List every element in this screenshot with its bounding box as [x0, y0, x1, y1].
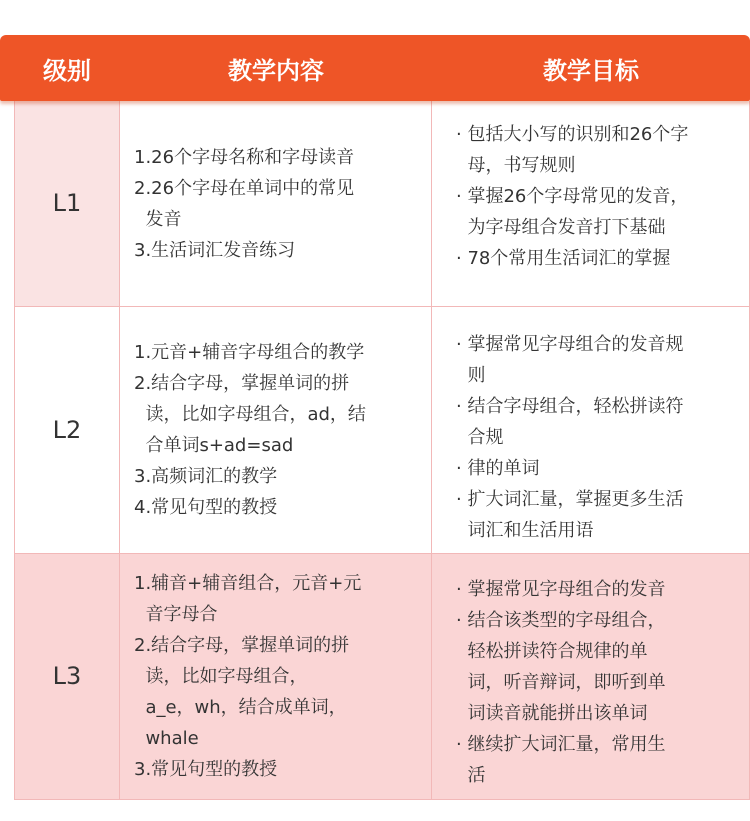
table-header — [0, 35, 750, 101]
goal-line: · 继续扩大词汇量，常用生 — [456, 734, 666, 755]
goal-line: · 掌握常见字母组合的发音 — [456, 579, 666, 600]
header-level: 级别 — [43, 56, 91, 85]
goal-cell — [432, 307, 750, 553]
goal-cell — [432, 554, 750, 799]
content-line: whale — [134, 728, 199, 749]
content-line: 3.生活词汇发音练习 — [134, 239, 296, 261]
goal-line: · 掌握26个字母常见的发音， — [456, 186, 689, 207]
content-cell — [120, 554, 432, 799]
level-cell: L2 — [14, 307, 120, 553]
content-line: 1.26个字母名称和字母读音 — [134, 146, 355, 168]
table-row — [14, 554, 750, 800]
goal-line: 词读音就能拼出该单词 — [456, 703, 648, 724]
content-line: 2.26个字母在单词中的常见 — [134, 177, 355, 199]
header-goal: 教学目标 — [543, 56, 639, 85]
content-line: 合单词s+ad=sad — [134, 435, 294, 456]
table-row — [14, 101, 750, 307]
content-line: 3.高频词汇的教学 — [134, 466, 278, 487]
course-table — [14, 35, 750, 800]
goal-line: 母，书写规则 — [456, 155, 576, 176]
content-line: 发音 — [134, 208, 182, 230]
table-row — [14, 307, 750, 554]
content-line: 2.结合字母，掌握单词的拼 — [134, 635, 350, 656]
content-cell — [120, 307, 432, 553]
content-line: 2.结合字母，掌握单词的拼 — [134, 373, 350, 394]
content-line: 音字母合 — [134, 604, 218, 625]
goal-line: · 扩大词汇量，掌握更多生活 — [456, 489, 684, 510]
goal-line: 合规 — [456, 427, 504, 448]
goal-line: 则 — [456, 365, 486, 386]
goal-line: · 律的单词 — [456, 458, 540, 479]
goal-line: 词，听音辩词，即听到单 — [456, 672, 666, 693]
content-line: 1.元音+辅音字母组合的教学 — [134, 342, 365, 363]
goal-line: · 结合该类型的字母组合， — [456, 610, 666, 631]
content-line: 读，比如字母组合， — [134, 666, 308, 687]
goal-line: 词汇和生活用语 — [456, 520, 594, 541]
content-line: 1.辅音+辅音组合，元音+元 — [134, 573, 362, 594]
goal-line: · 78个常用生活词汇的掌握 — [456, 248, 671, 269]
goal-line: · 结合字母组合，轻松拼读符 — [456, 396, 684, 417]
content-line: a_e，wh，结合成单词， — [134, 697, 347, 718]
content-line: 读，比如字母组合，ad，结 — [134, 404, 366, 425]
goal-line: 活 — [456, 765, 486, 786]
goal-line: 为字母组合发音打下基础 — [456, 217, 666, 238]
goal-line: · 包括大小写的识别和26个字 — [456, 124, 689, 145]
goal-line: 轻松拼读符合规律的单 — [456, 641, 648, 662]
goal-line: · 掌握常见字母组合的发音规 — [456, 334, 684, 355]
content-cell — [120, 101, 432, 306]
level-cell: L3 — [14, 554, 120, 799]
content-line: 4.常见句型的教授 — [134, 497, 278, 518]
content-line: 3.常见句型的教授 — [134, 759, 278, 780]
level-cell: L1 — [14, 101, 120, 306]
header-content: 教学内容 — [228, 56, 324, 85]
goal-cell — [432, 101, 750, 306]
